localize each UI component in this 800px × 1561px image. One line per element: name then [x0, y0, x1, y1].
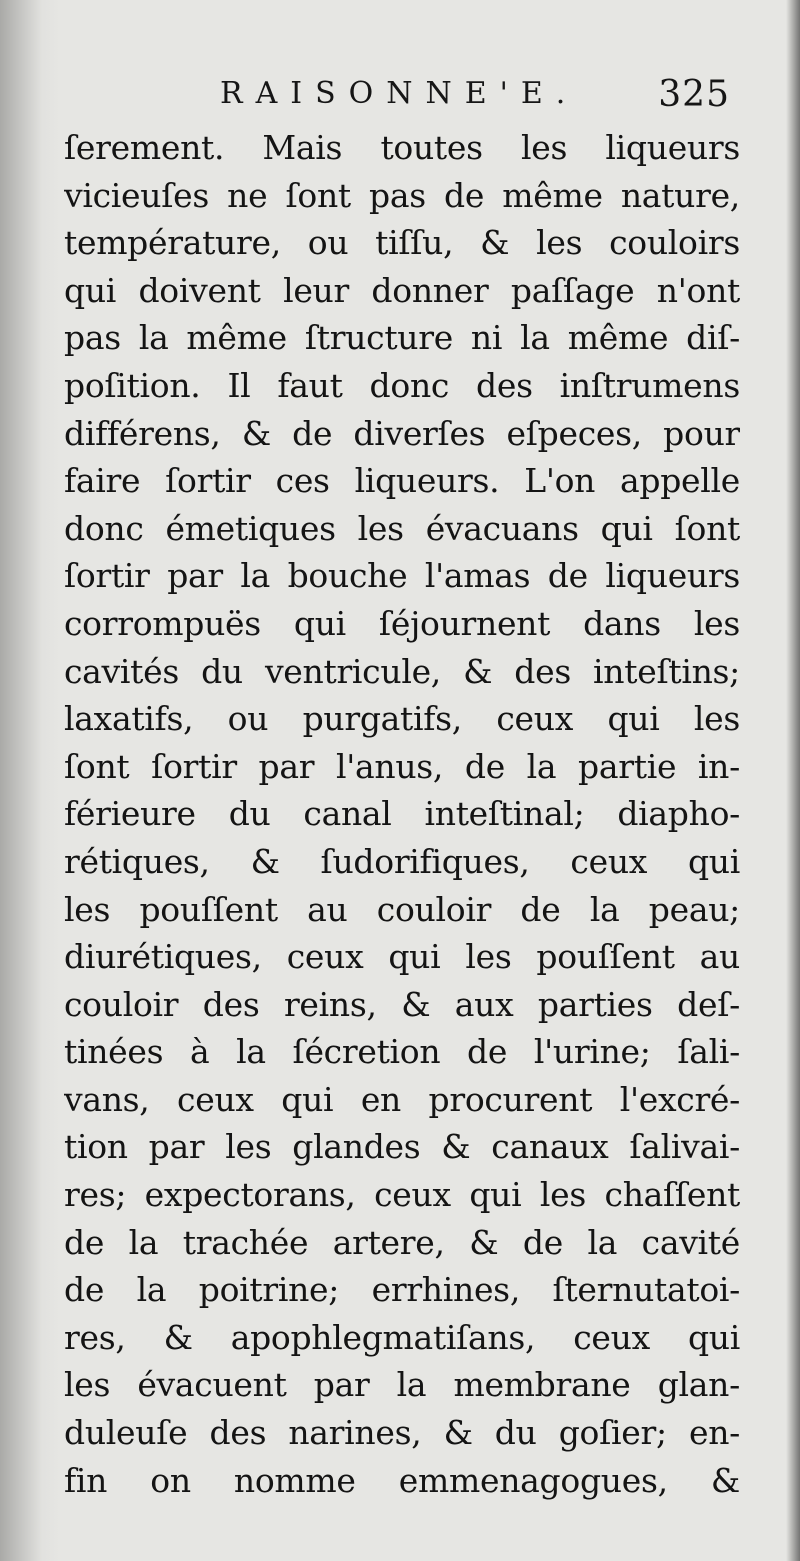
text-line: pas la même ſtructure ni la même diſ- [64, 318, 740, 358]
text-line: rétiques, & ſudorifiques, ceux qui [64, 841, 740, 881]
text-line: poſition. Il faut donc des inſtrumens [64, 365, 740, 405]
text-line: tion par les glandes & canaux ſalivai- [64, 1127, 740, 1167]
text-line: faire ſortir ces liqueurs. L'on appelle [64, 461, 740, 501]
text-line: couloir des reins, & aux parties deſ- [64, 984, 740, 1024]
text-line: laxatifs, ou purgatifs, ceux qui les [64, 699, 740, 739]
text-line: les pouſſent au couloir de la peau; [64, 889, 740, 929]
text-line: fin on nomme emmenagogues, & [64, 1460, 740, 1500]
text-line: vicieuſes ne ſont pas de même nature, [64, 175, 740, 215]
text-line: res; expectorans, ceux qui les chaſſent [64, 1175, 740, 1215]
text-line: ſerement. Mais toutes les liqueurs [64, 128, 740, 167]
text-line: donc émetiques les évacuans qui ſont [64, 508, 740, 548]
text-line: différens, & de diverſes eſpeces, pour [64, 413, 740, 453]
running-head: RAISONNE'E. [220, 76, 579, 111]
text-line: de la poitrine; errhines, ſternutatoi- [64, 1270, 740, 1310]
page-edge [786, 0, 800, 1561]
spine-shadow [0, 0, 60, 1561]
text-line: férieure du canal inteſtinal; diapho- [64, 794, 740, 834]
text-line: de la trachée artere, & de la cavité [64, 1222, 740, 1262]
text-line: cavités du ventricule, & des inteſtins; [64, 651, 740, 691]
text-line: tinées à la ſécretion de l'urine; ſali- [64, 1032, 740, 1072]
page-number: 325 [658, 74, 730, 115]
text-line: diurétiques, ceux qui les pouſſent au [64, 937, 740, 977]
text-line: res, & apophlegmatiſans, ceux qui [64, 1317, 740, 1357]
text-line: ſont ſortir par l'anus, de la partie in- [64, 746, 740, 786]
body-text [64, 124, 740, 1504]
text-line: duleuſe des narines, & du goſier; en- [64, 1413, 740, 1453]
page-header [60, 74, 740, 124]
text-line: corrompuës qui ſéjournent dans les [64, 603, 740, 643]
text-line: les évacuent par la membrane glan- [64, 1365, 740, 1405]
text-line: qui doivent leur donner paſſage n'ont [64, 270, 740, 310]
text-line: ſortir par la bouche l'amas de liqueurs [64, 556, 740, 596]
text-line: température, ou tiſſu, & les couloirs [64, 223, 740, 263]
text-line: vans, ceux qui en procurent l'excré- [64, 1079, 740, 1119]
